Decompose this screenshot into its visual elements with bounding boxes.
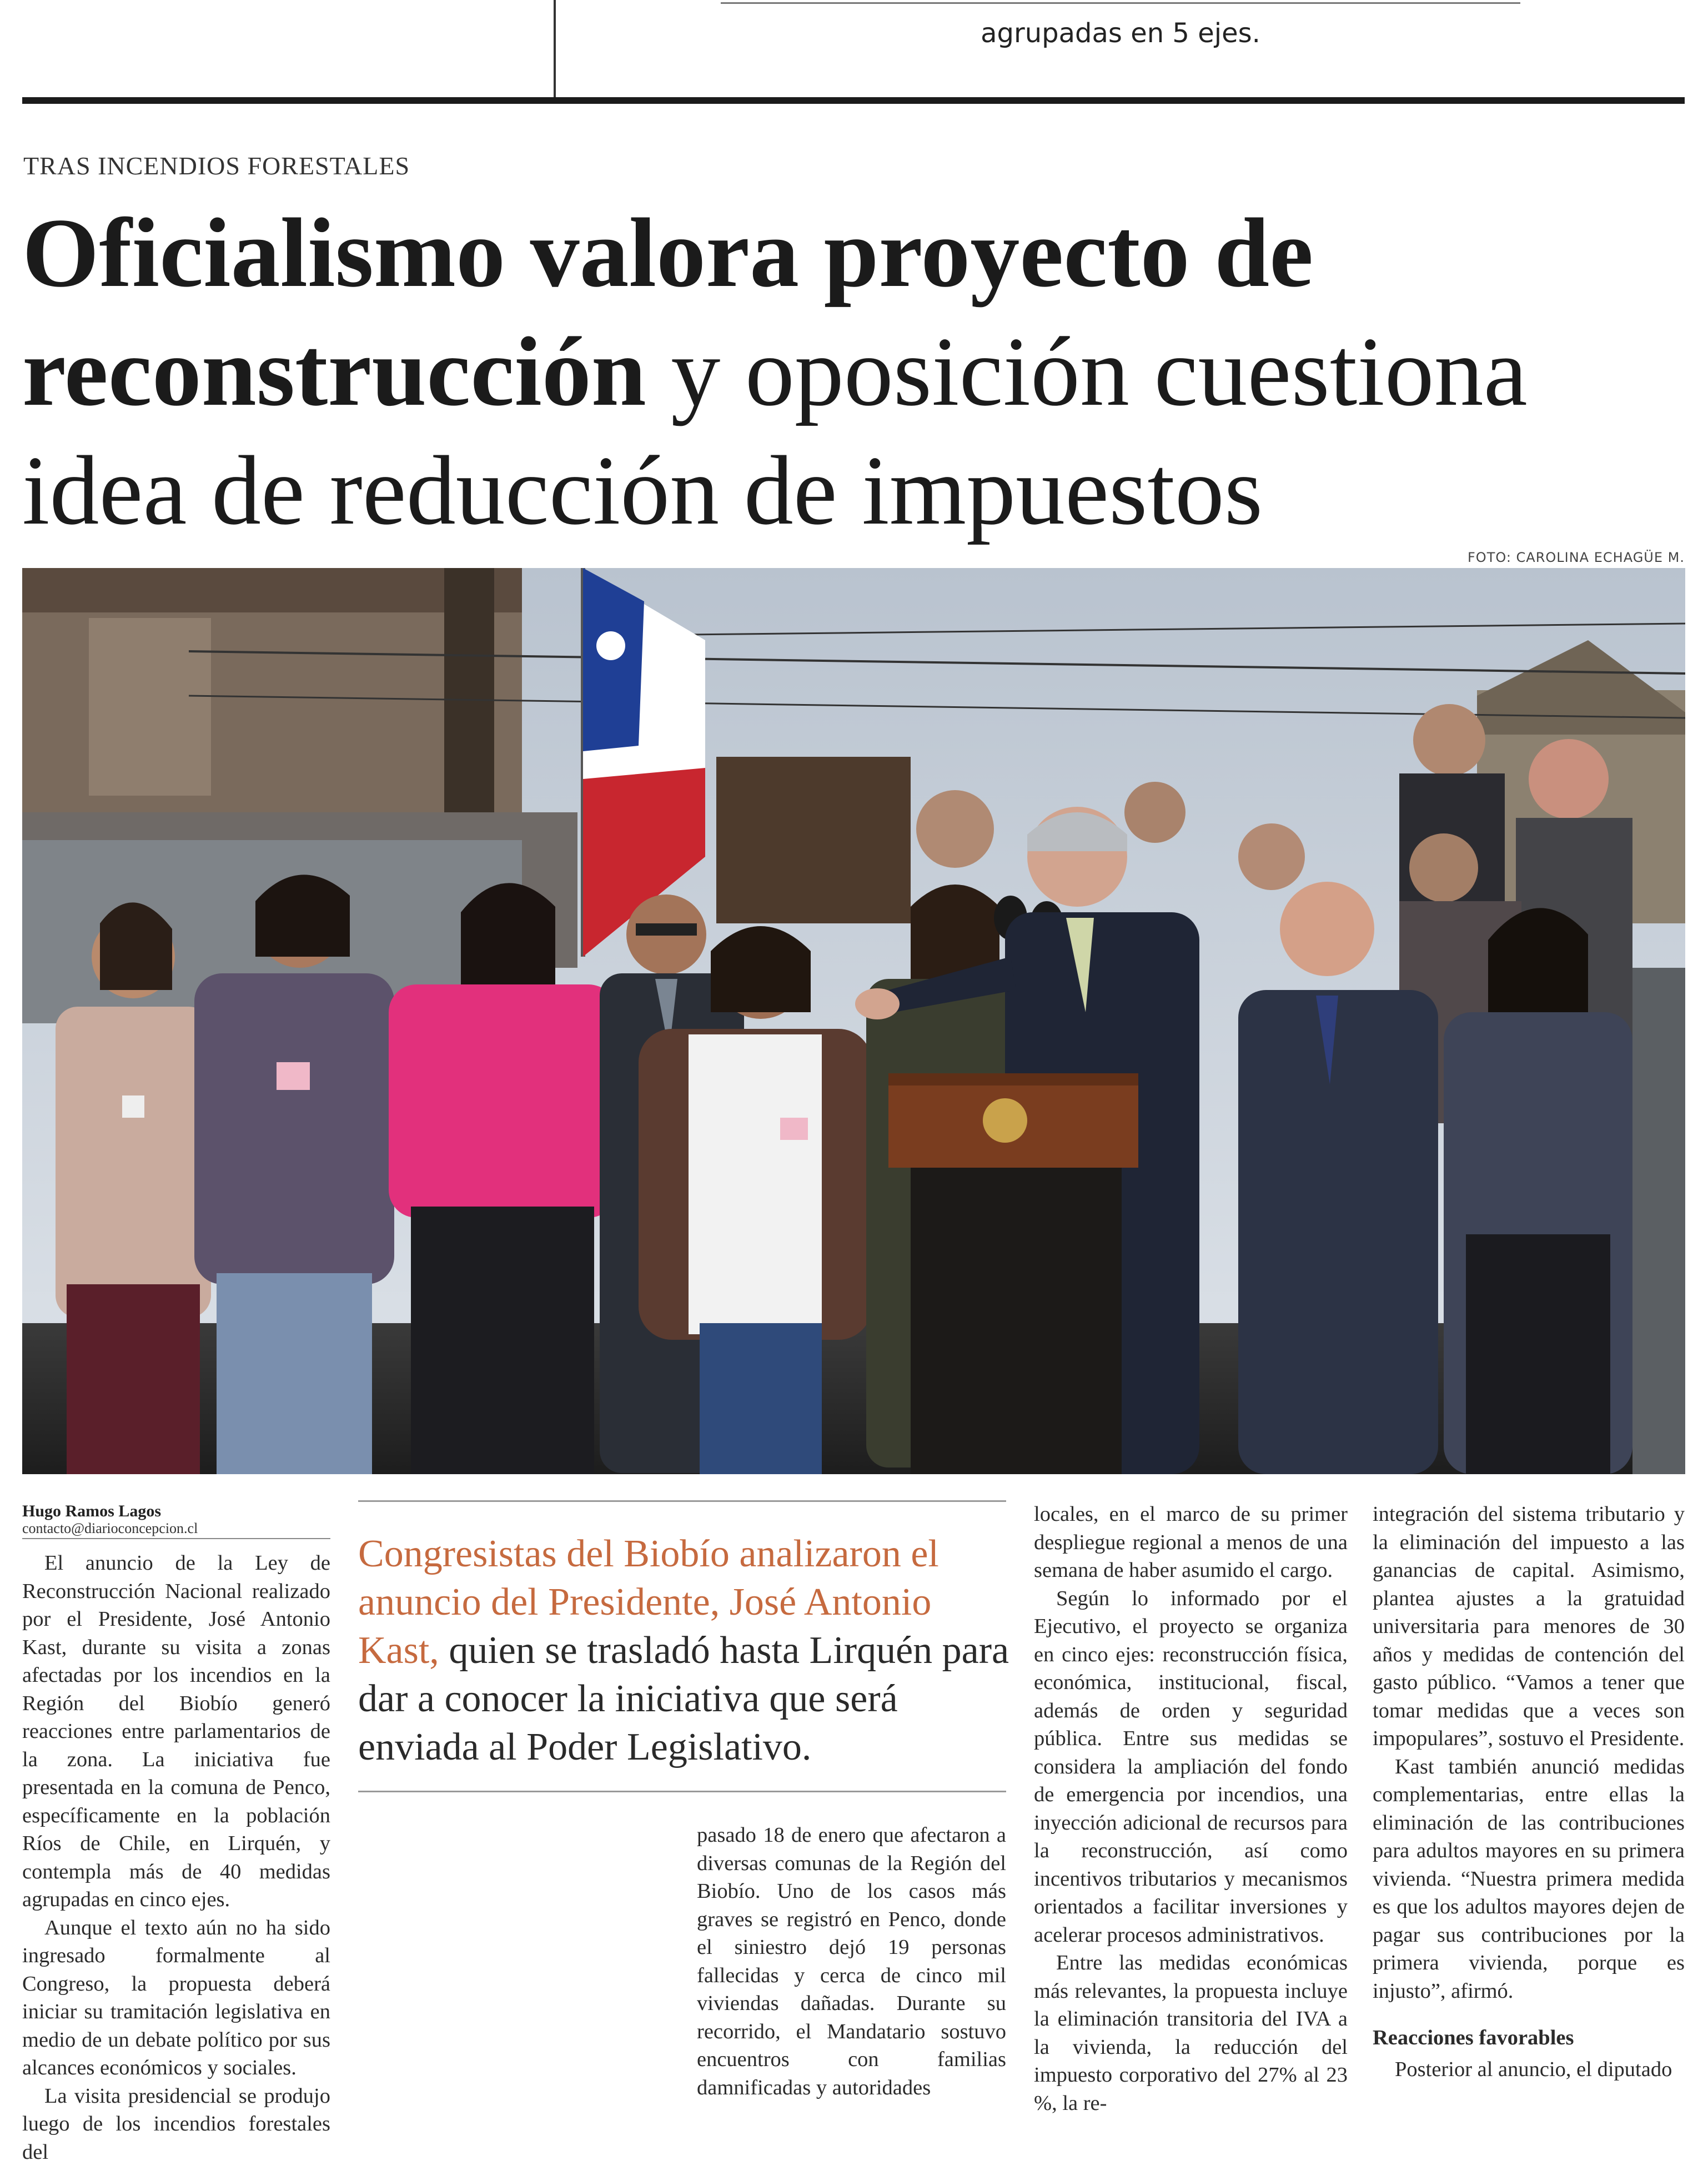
pull-quote-rule-top bbox=[358, 1500, 1006, 1502]
paragraph: integración del sistema tributario y la eliminación del impuesto a las ganancias de capital. Asimismo, plantea ajustes a la gratuidad universitaria para menores de 30 años y medidas de contención del gasto público. “Vamos a tener que tomar medidas que a veces son impopulares”, sostuvo el Presidente. bbox=[1373, 1500, 1685, 1753]
pull-quote-rest: quien se trasladó hasta Lirquén para dar a conocer la iniciativa que será enviada al Poder Legislativo. bbox=[358, 1629, 1009, 1768]
previous-article-fragment: agrupadas en 5 ejes. bbox=[721, 18, 1520, 49]
paragraph: El anuncio de la Ley de Reconstrucción Nacional realizado por el Presidente, José Antonio Kast, durante su visita a zonas afectadas por los incendios en la Región del Biobío generó reacciones entre parlamentarios de la zona. La iniciativa fue presentada en la comuna de Penco, específicamente en la población Ríos de Chile, en Lirquén, y contempla más de 40 medidas agrupadas en cinco ejes. bbox=[22, 1549, 330, 1914]
subheading: Reacciones favorables bbox=[1373, 2024, 1685, 2052]
column-divider-top bbox=[554, 0, 556, 97]
paragraph: Entre las medidas económicas más relevantes, la propuesta incluye la eliminación transitoria del IVA a la vivienda, la reducción del impuesto corporativo del 27% al 23 %, la re- bbox=[1034, 1949, 1348, 2117]
author-email: contacto@diarioconcepcion.cl bbox=[22, 1520, 198, 1537]
paragraph: Aunque el texto aún no ha sido ingresado formalmente al Congreso, la propuesta deberá iniciar su tramitación legislativa en medio de un debate político por sus alcances económicos y sociales. bbox=[22, 1914, 330, 2082]
paragraph: Posterior al anuncio, el diputado bbox=[1373, 2056, 1685, 2084]
headline-regular-part: y oposición cuestiona idea de reducción de impuestos bbox=[22, 316, 1528, 545]
press-conference-photo bbox=[22, 568, 1685, 1474]
paragraph: pasado 18 de enero que afectaron a diversas comunas de la Región del Biobío. Uno de los casos más graves se registró en Penco, donde el siniestro dejó 19 personas fallecidas y cerca de cinco mil viviendas dañadas. Durante su recorrido, el Mandatario sostuvo encuentros con familias damnificadas y autoridades bbox=[697, 1821, 1006, 2102]
text-column-2 bbox=[697, 1821, 1006, 2102]
text-column-1 bbox=[22, 1549, 330, 2166]
article-headline bbox=[22, 193, 1688, 550]
text-column-3 bbox=[1034, 1500, 1348, 2117]
section-rule bbox=[22, 97, 1685, 104]
article-photo bbox=[22, 568, 1685, 1474]
pull-quote-accent: Congresistas del Biobío analizaron el anuncio del Presidente, José Antonio Kast, bbox=[358, 1532, 939, 1672]
paragraph: Kast también anunció medidas complementarias, entre ellas la eliminación de las contribuciones para adultos mayores en su primera vivienda. “Nuestra primera medida es que los adultos mayores dejen de pagar sus contribuciones por la primera vivienda, porque es injusto”, afirmó. bbox=[1373, 1753, 1685, 2006]
paragraph: Según lo informado por el Ejecutivo, el proyecto se organiza en cinco ejes: reconstrucción física, económica, institucional, fiscal, además de orden y seguridad pública. Entre sus medidas se considera la ampliación del fondo de emergencia por incendios, una inyección adicional de recursos para la reconstrucción, así como incentivos tributarios y mecanismos orientados a facilitar inversiones y acelerar procesos administrativos. bbox=[1034, 1585, 1348, 1949]
pull-quote-rule-bottom bbox=[358, 1791, 1006, 1792]
author-rule bbox=[22, 1538, 330, 1539]
author-name: Hugo Ramos Lagos bbox=[22, 1502, 161, 1521]
top-thin-rule bbox=[721, 2, 1520, 4]
headline-bold-part: Oficialismo valora proyecto de reconstrucción bbox=[22, 198, 1313, 426]
paragraph: La visita presidencial se produjo luego de los incendios forestales del bbox=[22, 2082, 330, 2166]
text-column-4 bbox=[1373, 1500, 1685, 2083]
photo-credit: FOTO: CAROLINA ECHAGÜE M. bbox=[1468, 550, 1685, 565]
paragraph: locales, en el marco de su primer despliegue regional a menos de una semana de haber asumido el cargo. bbox=[1034, 1500, 1348, 1585]
article-kicker: TRAS INCENDIOS FORESTALES bbox=[23, 151, 410, 180]
pull-quote bbox=[358, 1530, 1011, 1771]
